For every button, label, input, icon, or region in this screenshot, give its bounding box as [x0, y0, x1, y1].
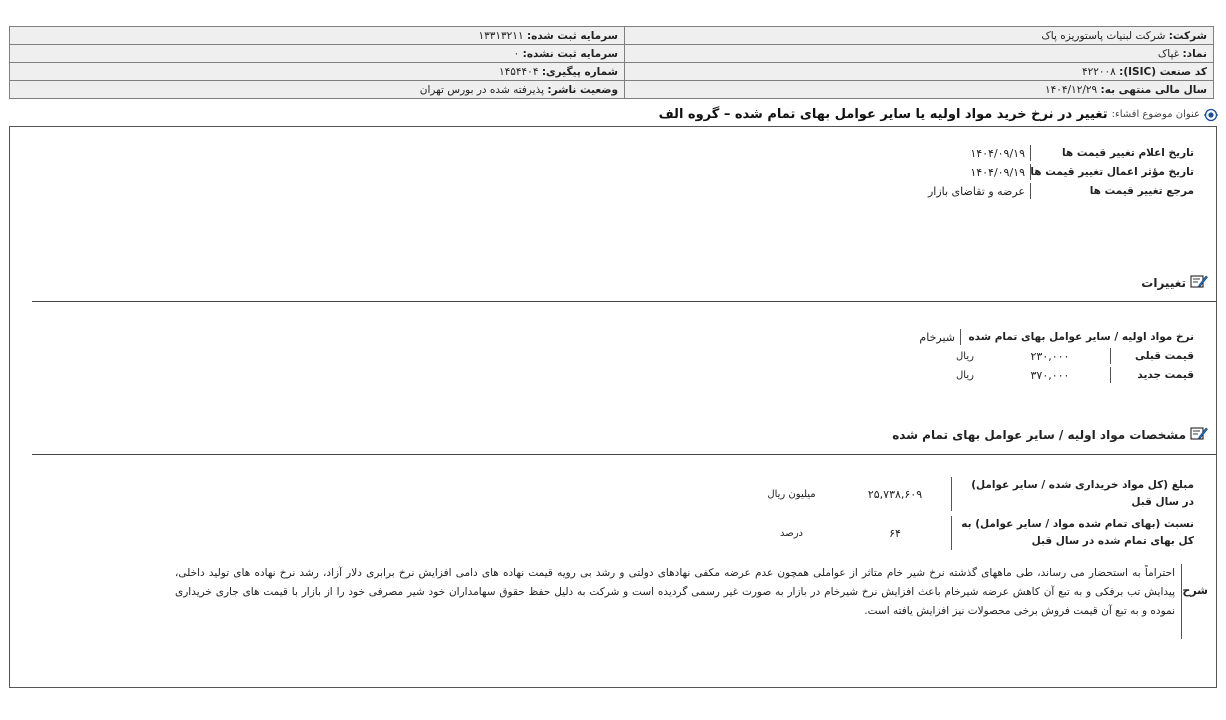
announce-date-row [970, 145, 1194, 161]
description-text: احتراماً به استحضار می رساند، طی ماههای گذشته نرخ شیر خام متاثر از عواملی همچون عدم عرضه مکفی نهادهای دولتی و رشد بی رویه قیمت نهاده های دامی افزایش نرخ برابری دلار آزاد، رشد نرخ نهاده های تولید داخلی، پیدایش تب برفکی و به تبع آن کاهش عرضه شیرخام باعث افزایش نرخ شیرخام در بازار به صورت غیر رسمی گردیده است و شرکت به دلیل حفظ حقوق سهامداران خود شیر مصرفی خود را از بازار با قیمت های جاری خریداری نموده و به تبع آن قیمت فروش برخی محصولات نیز افزایش یافته است. [175, 567, 1175, 617]
company-info-table [9, 26, 1214, 99]
material-value: شیرخام [919, 330, 955, 344]
changes-heading [1141, 273, 1208, 292]
tracking-number-value: ۱۴۵۴۴۰۴ [498, 65, 539, 78]
fiscal-year-cell [625, 81, 1214, 99]
specs-heading [892, 425, 1208, 444]
description-row [175, 564, 1208, 639]
disclosure-subject [659, 107, 1218, 122]
publisher-status-value: پذیرفته شده در بورس تهران [419, 83, 545, 96]
company-label: شرکت: [1168, 29, 1207, 42]
info-row [10, 63, 1214, 81]
industry-code-value: ۴۲۲۰۰۸ [1081, 65, 1116, 78]
fiscal-year-value: ۱۴۰۴/۱۲/۲۹ [1044, 83, 1098, 96]
company-value: شرکت لبنیات پاستوریزه پاک [1041, 29, 1166, 42]
amount-label: مبلغ (کل مواد خریداری شده / سایر عوامل) در سال قبل [951, 477, 1194, 511]
company-cell [625, 27, 1214, 45]
effective-date-label: تاریخ مؤثر اعمال تغییر قیمت ها [1030, 166, 1194, 178]
subject-bullet-icon [1204, 108, 1218, 122]
industry-code-cell [625, 63, 1214, 81]
amount-value: ۲۵,۷۳۸,۶۰۹ [867, 487, 923, 501]
amount-unit: میلیون ریال [767, 488, 816, 500]
ratio-row [744, 516, 1194, 550]
new-price-label: قیمت جدید [1110, 367, 1194, 383]
previous-price-unit: ریال [956, 350, 974, 362]
publisher-status-cell [10, 81, 625, 99]
symbol-cell [625, 45, 1214, 63]
fiscal-year-label: سال مالی منتهی به: [1100, 83, 1207, 96]
specs-heading-text: مشخصات مواد اولیه / سایر عوامل بهای تمام شده [892, 427, 1186, 442]
industry-code-label: کد صنعت (ISIC): [1119, 65, 1207, 78]
changes-divider [32, 301, 1216, 302]
registered-capital-label: سرمایه ثبت شده: [526, 29, 618, 42]
previous-price-row [940, 348, 1194, 364]
amount-row [744, 477, 1194, 511]
ratio-unit: درصد [779, 527, 804, 539]
announce-date-label: تاریخ اعلام تغییر قیمت ها [1030, 145, 1194, 161]
publisher-status-label: وضعیت ناشر: [547, 83, 618, 96]
unregistered-capital-cell [10, 45, 625, 63]
subject-title: تغییر در نرخ خرید مواد اولیه یا سایر عوامل بهای تمام شده – گروه الف [658, 107, 1108, 122]
price-reference-row [928, 183, 1194, 199]
price-reference-label: مرجع تغییر قیمت ها [1030, 183, 1194, 199]
tracking-number-cell [10, 63, 625, 81]
specs-divider [32, 454, 1216, 455]
edit-note-icon [1190, 425, 1208, 444]
unregistered-capital-value: ۰ [513, 47, 520, 60]
description-label: شرح [1181, 564, 1208, 639]
info-row [10, 27, 1214, 45]
announce-date-value: ۱۴۰۴/۰۹/۱۹ [970, 146, 1025, 160]
changes-heading-text: تغییرات [1141, 275, 1186, 290]
ratio-value: ۶۴ [889, 526, 901, 540]
previous-price-label: قیمت قبلی [1110, 348, 1194, 364]
new-price-unit: ریال [956, 369, 974, 381]
unregistered-capital-label: سرمایه ثبت نشده: [522, 47, 618, 60]
effective-date-value: ۱۴۰۴/۰۹/۱۹ [970, 165, 1025, 179]
registered-capital-cell [10, 27, 625, 45]
info-row [10, 81, 1214, 99]
material-row [919, 329, 1194, 345]
edit-note-icon [1190, 273, 1208, 292]
new-price-row [940, 367, 1194, 383]
new-price-value: ۳۷۰,۰۰۰ [1030, 368, 1070, 382]
symbol-value: غپاک [1157, 47, 1180, 60]
symbol-label: نماد: [1182, 47, 1207, 60]
info-row [10, 45, 1214, 63]
registered-capital-value: ۱۳۳۱۳۲۱۱ [478, 29, 524, 42]
price-reference-value: عرضه و تقاضای بازار [927, 184, 1025, 198]
subject-label: عنوان موضوع افشاء: [1111, 109, 1200, 120]
tracking-number-label: شماره پیگیری: [541, 65, 618, 78]
ratio-label: نسبت (بهای تمام شده مواد / سایر عوامل) به کل بهای تمام شده در سال قبل [951, 516, 1194, 550]
material-label: نرخ مواد اولیه / سایر عوامل بهای تمام شده [960, 329, 1194, 345]
previous-price-value: ۲۳۰,۰۰۰ [1030, 349, 1070, 363]
effective-date-row [970, 164, 1194, 180]
disclosure-content-box [9, 126, 1217, 688]
